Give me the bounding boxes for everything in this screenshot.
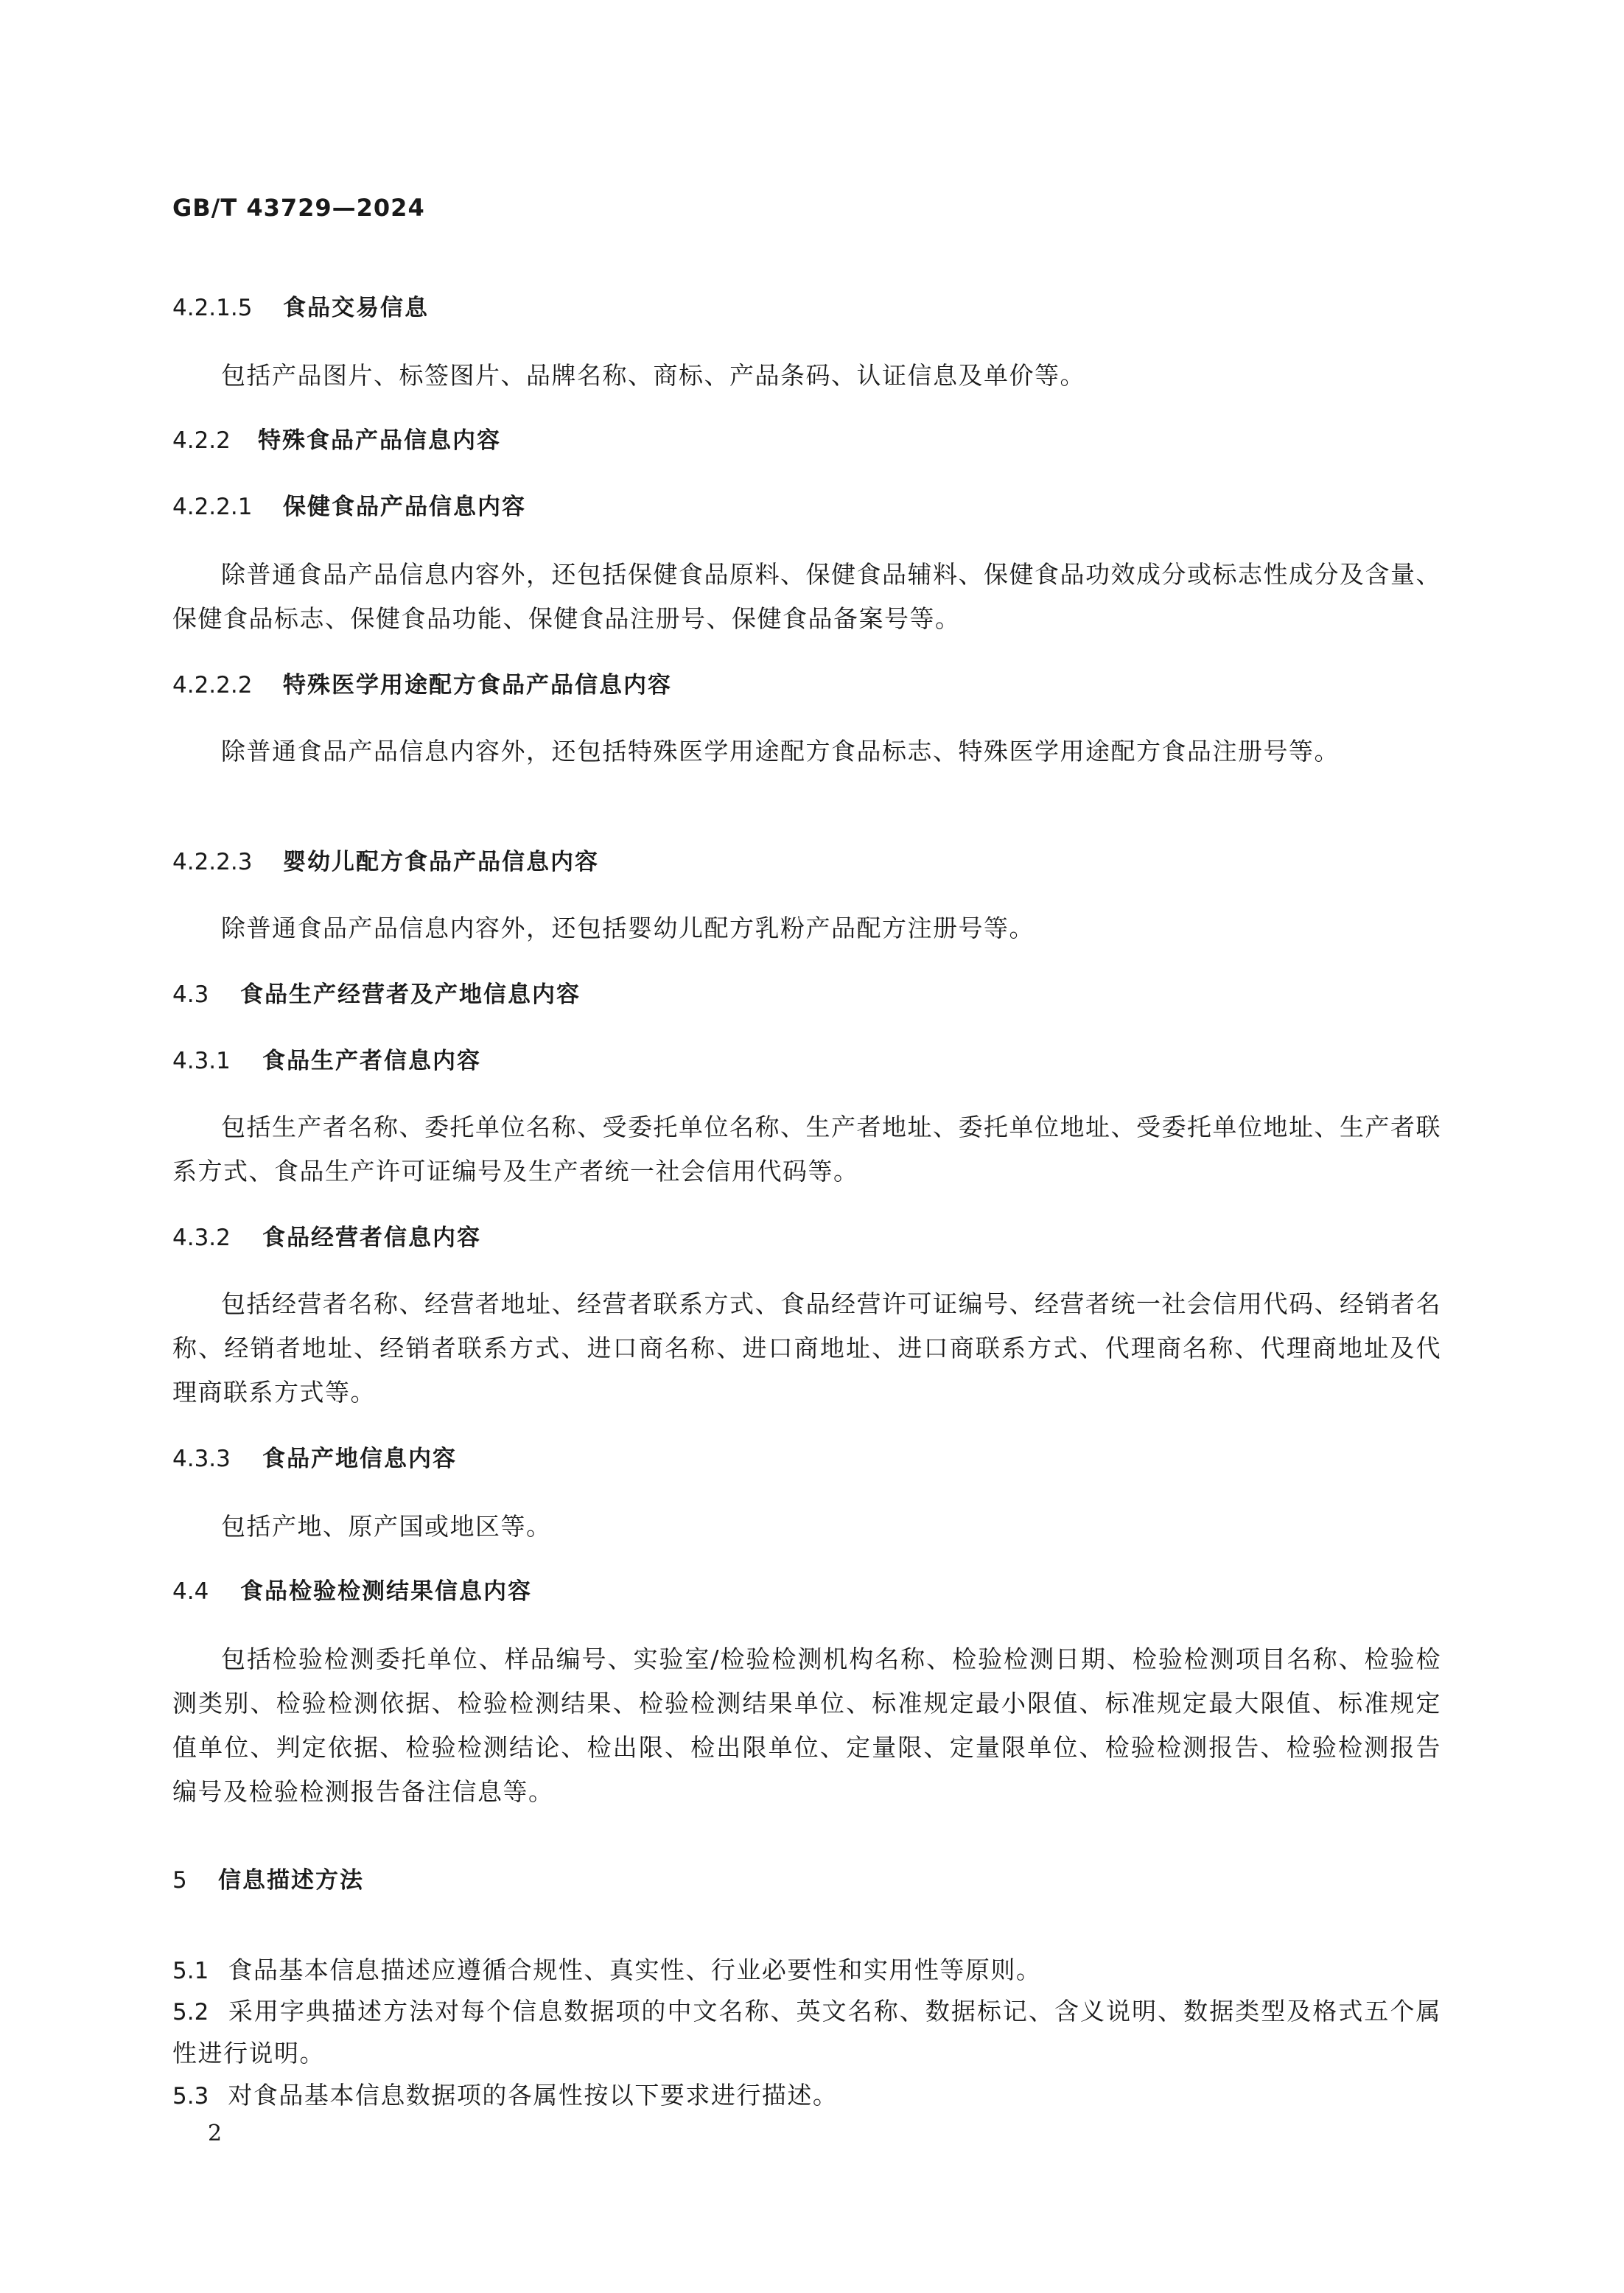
section-heading-4-3-2 [172,1223,481,1253]
clause-text: 采用字典描述方法对每个信息数据项的中文名称、英文名称、数据标记、含义说明、数据类型及格式五个属性进行说明。 [172,1997,1441,2068]
section-number: 4.2.2.1 [172,494,253,520]
paragraph-inspection-results: 包括检验检测委托单位、样品编号、实验室/检验检测机构名称、检验检测日期、检验检测项目名称、检验检测类别、检验检测依据、检验检测结果、检验检测结果单位、标准规定最小限值、标准规定最大限值、标准规定值单位、判定依据、检验检测结论、检出限、检出限单位、定量限、定量限单位、检验检测报告、检验检测报告编号及检验检测报告备注信息等。 [172,1645,1441,1806]
section-number: 4.2.2.3 [172,849,253,875]
clause-5-2 [172,1991,1441,2074]
section-number: 4.4 [172,1578,209,1605]
section-number: 4.3.2 [172,1225,231,1251]
paragraph-infant-formula: 除普通食品产品信息内容外，还包括婴幼儿配方乳粉产品配方注册号等。 [221,914,1035,942]
clause-text: 对食品基本信息数据项的各属性按以下要求进行描述。 [228,2081,839,2110]
section-number: 5 [172,1867,187,1894]
section-title: 食品检验检测结果信息内容 [240,1578,532,1605]
paragraph-operator-info: 包括经营者名称、经营者地址、经营者联系方式、食品经营许可证编号、经营者统一社会信用代码、经销者名称、经销者地址、经销者联系方式、进口商名称、进口商地址、进口商联系方式、代理商名称、代理商地址及代理商联系方式等。 [172,1289,1441,1407]
section-title: 食品生产者信息内容 [262,1048,481,1074]
clause-number: 5.3 [172,2083,209,2110]
section-number: 4.2.1.5 [172,295,253,321]
section-title: 食品产地信息内容 [262,1446,457,1472]
paragraph-origin-info: 包括产地、原产国或地区等。 [221,1512,552,1541]
clause-5-3 [172,2075,1441,2117]
section-number: 4.3.1 [172,1048,231,1074]
clause-5-1 [172,1950,1441,1992]
paragraph-health-food: 除普通食品产品信息内容外，还包括保健食品原料、保健食品辅料、保健食品功效成分或标志性成分及含量、保健食品标志、保健食品功能、保健食品注册号、保健食品备案号等。 [172,560,1441,633]
section-heading-4-4 [172,1577,532,1606]
section-heading-4-2-1-5 [172,293,429,323]
document-id: GB/T 43729—2024 [172,194,425,222]
section-title: 食品生产经营者及产地信息内容 [240,981,581,1008]
section-heading-4-2-2-1 [172,492,526,522]
section-title: 婴幼儿配方食品产品信息内容 [283,849,599,875]
section-heading-4-2-2-3 [172,847,599,877]
section-heading-4-2-2 [172,426,501,455]
section-heading-4-3 [172,980,581,1009]
section-title: 保健食品产品信息内容 [283,494,526,520]
section-title: 食品经营者信息内容 [262,1225,481,1251]
clause-number: 5.2 [172,1999,209,2026]
section-number: 4.2.2 [172,427,231,454]
paragraph-special-medical-food: 除普通食品产品信息内容外，还包括特殊医学用途配方食品标志、特殊医学用途配方食品注册号等。 [221,737,1340,766]
section-title: 特殊医学用途配方食品产品信息内容 [283,672,672,699]
clause-text: 食品基本信息描述应遵循合规性、真实性、行业必要性和实用性等原则。 [228,1956,1042,1984]
section-heading-4-3-3 [172,1444,457,1474]
section-number: 4.2.2.2 [172,672,253,699]
paragraph-food-transaction: 包括产品图片、标签图片、品牌名称、商标、产品条码、认证信息及单价等。 [221,361,1085,390]
section-title: 特殊食品产品信息内容 [258,427,501,454]
section-title: 信息描述方法 [218,1867,364,1894]
section-heading-4-2-2-2 [172,671,672,700]
clause-number: 5.1 [172,1958,209,1984]
page-number: 2 [208,2121,223,2146]
section-title: 食品交易信息 [283,295,429,321]
paragraph-producer-info: 包括生产者名称、委托单位名称、受委托单位名称、生产者地址、委托单位地址、受委托单位地址、生产者联系方式、食品生产许可证编号及生产者统一社会信用代码等。 [172,1113,1441,1186]
section-heading-4-3-1 [172,1046,481,1076]
section-number: 4.3.3 [172,1446,231,1472]
section-number: 4.3 [172,981,209,1008]
section-heading-5 [172,1866,364,1895]
